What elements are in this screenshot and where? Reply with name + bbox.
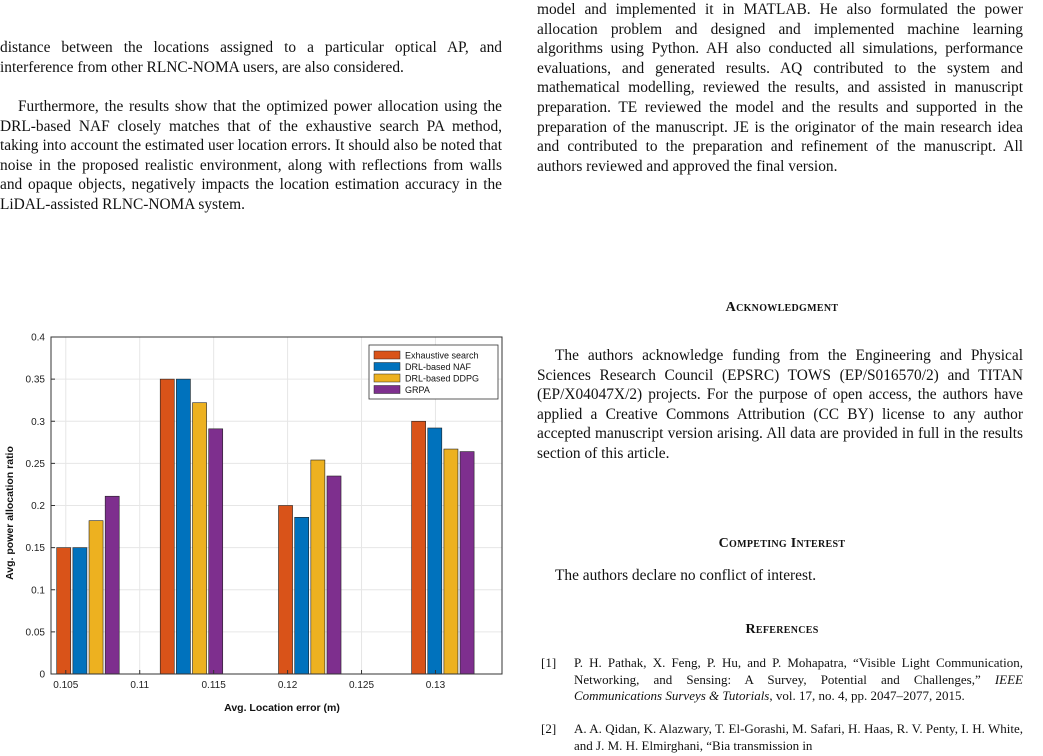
bar-exhaustive-search [160, 379, 174, 674]
legend-label: DRL-based NAF [405, 362, 472, 372]
acknowledgment-heading: Acknowledgment [725, 300, 839, 315]
acknowledgment-text: The authors acknowledge funding from the Engineering and Physical Sciences Research Council (EPSRC) TOWS (EP/S016570/2) and TITAN (EP/X04047X/2) projects. For the purpose of open access, the authors have applied a Creative Commons Attribution (CC BY) license to any author accepted manuscript version arising. All data are provided in full in the results section of this article. [537, 347, 1023, 462]
bar-chart [0, 326, 521, 756]
legend-swatch [374, 351, 400, 359]
bar-drl-based-ddpg [89, 521, 103, 674]
paragraph-results-1: distance between the locations assigned to a particular optical AP, and interference from other RLNC-NOMA users, are also considered. [0, 39, 502, 76]
x-tick-label: 0.12 [277, 680, 298, 691]
bar-grpa [460, 452, 474, 674]
legend-swatch [374, 374, 400, 382]
author-contributions-text: model and implemented it in MATLAB. He also formulated the power allocation problem and designed and implemented machine learning algorithms using Python. AH also conducted all simulations, performance evaluations, and generated results. AQ contributed to the system and mathematical modelling, reviewed the results, and assisted in manuscript preparation. TE reviewed the model and the results and supported in the preparation of the manuscript. JE is the originator of the main research idea and contributed to the preparation and refinement of the manuscript. All authors reviewed and approved the final version. [537, 1, 1023, 175]
bar-drl-based-naf [428, 428, 442, 674]
reference-2-number: [2] [541, 721, 557, 736]
y-tick-label: 0.05 [25, 627, 45, 639]
bar-drl-based-naf [176, 379, 190, 674]
x-tick-label: 0.125 [349, 680, 375, 691]
x-tick-label: 0.13 [425, 680, 446, 691]
bar-grpa [105, 496, 119, 674]
y-tick-label: 0.1 [31, 585, 45, 597]
references-heading: References [745, 622, 819, 637]
bar-drl-based-ddpg [311, 460, 325, 674]
reference-2 [521, 721, 1043, 756]
paragraph-results-2: Furthermore, the results show that the optimized power allocation using the DRL-based NAF closely matches that of the exhaustive search PA method, taking into account the estimated user location errors. It should also be noted that noise in the proposed realistic environment, along with reflections from walls and opaque objects, negatively impacts the location estimation accuracy in the LiDAL-assisted RLNC-NOMA system. [0, 98, 502, 213]
reference-1-tail: , vol. 17, no. 4, pp. 2047–2077, 2015. [769, 688, 965, 703]
bar-exhaustive-search [57, 548, 71, 674]
reference-1 [521, 655, 1043, 710]
chart-legend [369, 345, 498, 399]
competing-interest-heading: Competing Interest [718, 536, 846, 551]
legend-label: GRPA [405, 385, 430, 395]
bar-drl-based-ddpg [444, 449, 458, 674]
y-tick-label: 0.15 [25, 543, 45, 555]
y-tick-label: 0 [39, 669, 45, 681]
x-tick-label: 0.115 [201, 680, 226, 691]
y-tick-label: 0.4 [31, 332, 45, 344]
bar-drl-based-naf [73, 548, 87, 674]
y-tick-label: 0.25 [25, 458, 45, 470]
legend-swatch [374, 363, 400, 371]
x-tick-label: 0.105 [53, 680, 79, 691]
reference-2-text: A. A. Qidan, K. Alazwary, T. El-Gorashi, M. Safari, H. Haas, R. V. Penty, I. H. White, and J. M. H. Elmirghani, “Bia transmission in [574, 721, 1023, 753]
y-tick-label: 0.3 [31, 416, 45, 428]
reference-1-number: [1] [541, 655, 557, 670]
bar-grpa [209, 429, 223, 674]
y-tick-label: 0.35 [25, 374, 45, 386]
legend-label: Exhaustive search [405, 350, 479, 361]
bar-exhaustive-search [412, 421, 426, 674]
bar-drl-based-naf [295, 517, 309, 674]
bar-drl-based-ddpg [193, 403, 207, 674]
reference-1-venue: IEEE Communications Surveys & Tutorials [574, 671, 1023, 703]
bar-grpa [327, 476, 341, 674]
legend-swatch [374, 386, 400, 394]
x-axis-label: Avg. Location error (m) [224, 702, 340, 714]
x-tick-label: 0.11 [130, 680, 150, 691]
reference-1-text: P. H. Pathak, X. Feng, P. Hu, and P. Mohapatra, “Visible Light Communication, Networking, and Sensing: A Survey, Potential and Challenges,” [574, 655, 1023, 687]
bar-exhaustive-search [279, 506, 293, 675]
competing-interest-text: The authors declare no conflict of interest. [555, 567, 817, 584]
y-tick-label: 0.2 [31, 501, 45, 512]
y-axis-label: Avg. power allocation ratio [4, 446, 16, 580]
legend-label: DRL-based DDPG [405, 373, 480, 384]
